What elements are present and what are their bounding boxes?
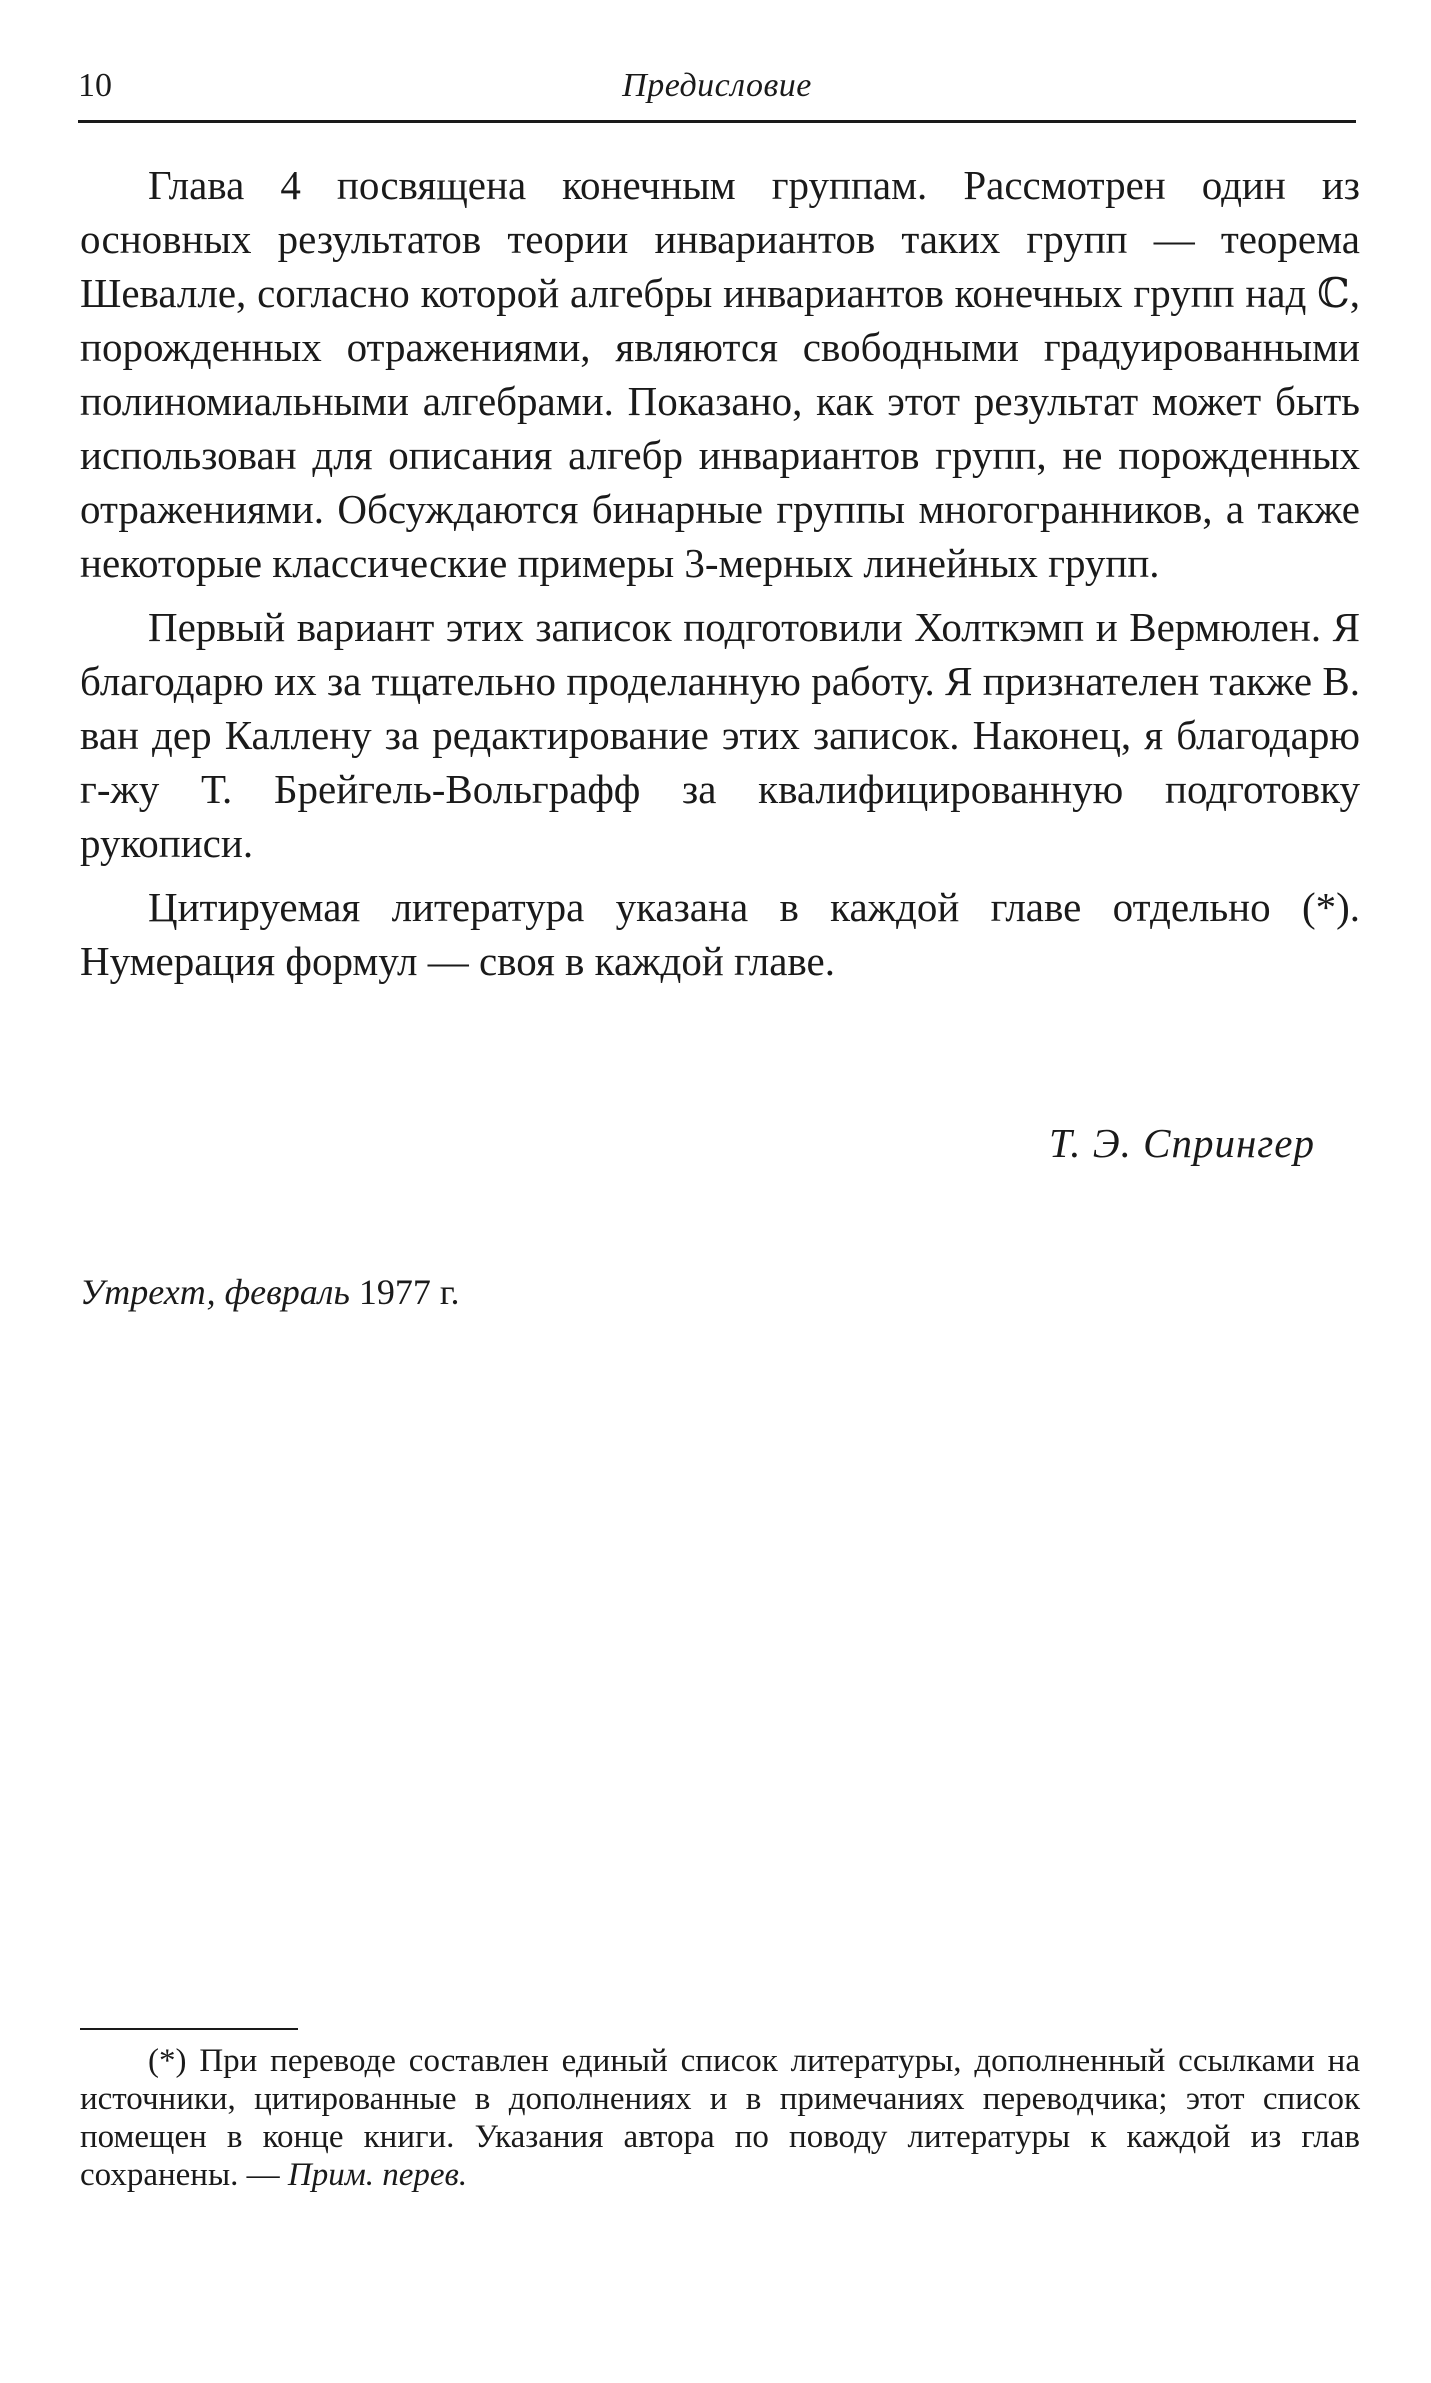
- paragraph-acknowledgements: Первый вариант этих записок подготовили Холткэмп и Вермюлен. Я благодарю их за тщательно проделанную работу. Я признателен также В. ван дер Каллену за редактирование этих записок. Наконец, я благодарю г-жу Т. Брейгель-Вольграфф за квалифицированную подготовку рукописи.: [80, 604, 1360, 866]
- translator-note: Прим. перев.: [287, 2157, 468, 2193]
- main-text: [80, 158, 1360, 998]
- year: 1977 г.: [358, 1272, 460, 1312]
- place-month: Утрехт, февраль: [80, 1272, 350, 1312]
- footnote-text: (*) При переводе составлен единый список литературы, дополненный ссылками на источники, цитированные в дополнениях и в примечаниях переводчика; этот список помещен в конце книги. Указания автора по поводу литературы к каждой из глав сохранены. —: [80, 2043, 1360, 2193]
- author-signature: Т. Э. Спрингер: [1049, 1120, 1315, 1166]
- running-title: Предисловие: [622, 67, 812, 104]
- paragraph-chapter-4: Глава 4 посвящена конечным группам. Рассмотрен один из основных результатов теории инвариантов таких групп — теорема Шевалле, согласно которой алгебры инвариантов конечных групп над ℂ, порожденных отражениями, являются свободными градуированными полиномиальными алгебрами. Показано, как этот результат может быть использован для описания алгебр инвариантов групп, не порожденных отражениями. Обсуждаются бинарные группы многогранников, а также некоторые классические примеры 3-мерных линейных групп.: [80, 162, 1360, 586]
- footnote-rule: [80, 2028, 298, 2030]
- footnote-paragraph: [80, 2042, 1360, 2194]
- place-date: [80, 1270, 460, 1314]
- header-rule: [78, 120, 1356, 123]
- page-header: [78, 62, 1356, 122]
- footnote: [80, 2042, 1360, 2194]
- paragraph-references: Цитируемая литература указана в каждой главе отдельно (*). Нумерация формул — своя в каждой главе.: [80, 884, 1360, 984]
- page-number: 10: [78, 67, 112, 104]
